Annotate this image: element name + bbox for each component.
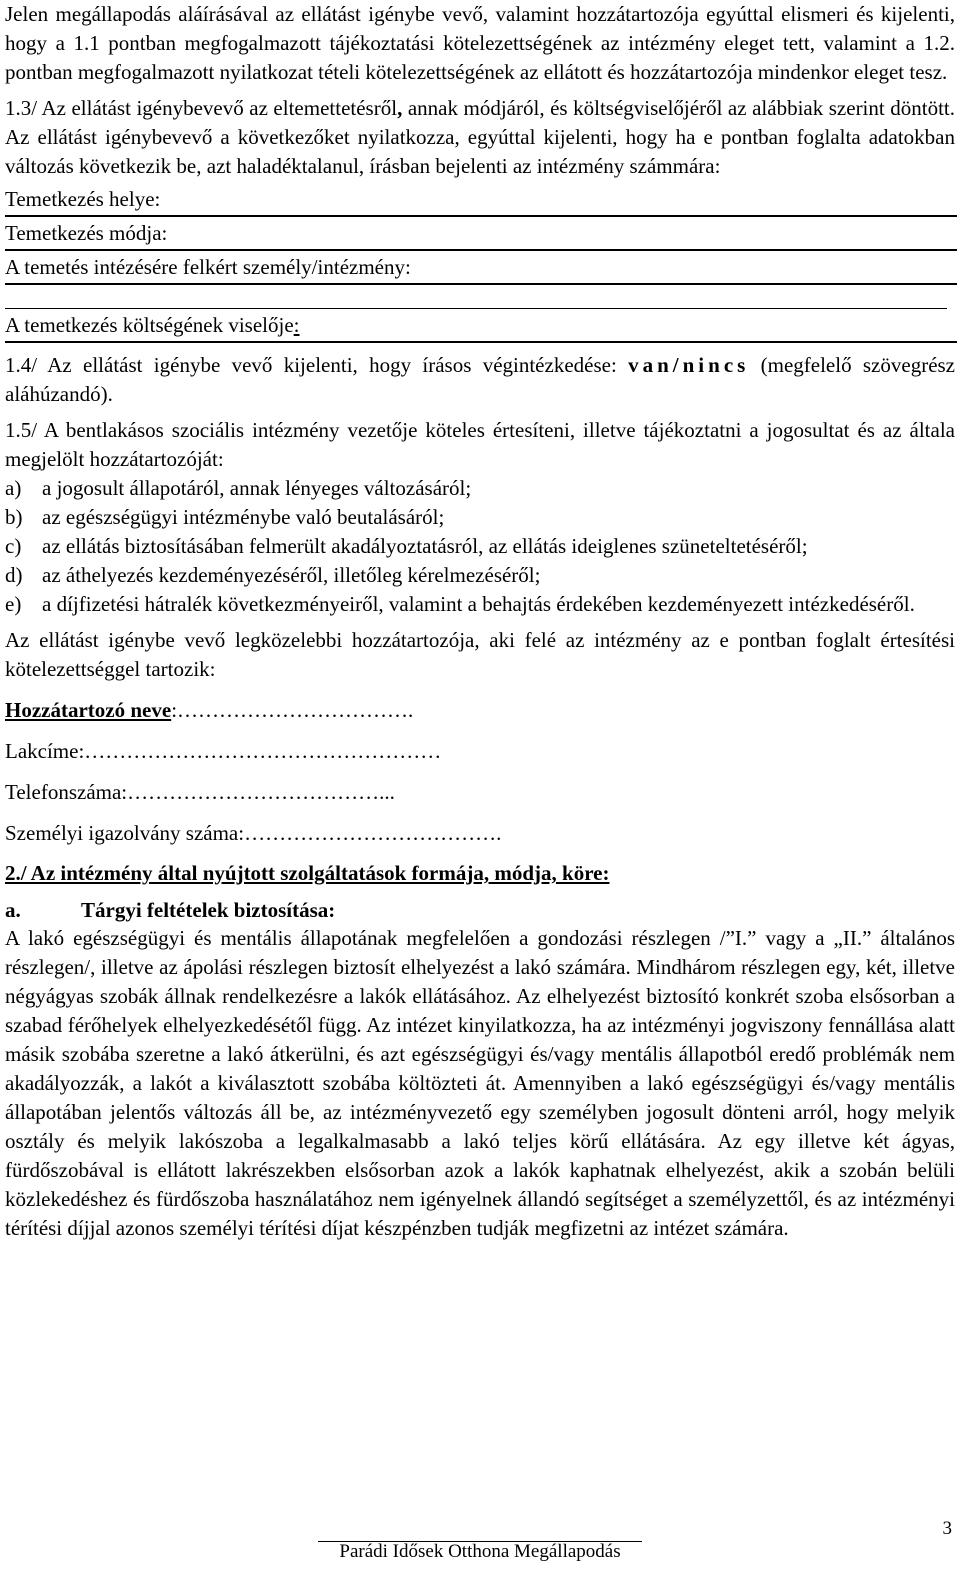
section-2-subheading [5,894,955,924]
section-2-heading: 2./ Az intézmény által nyújtott szolgáltatások formája, módja, köre: [5,861,610,885]
relative-id-dots: ………………………………. [244,821,502,845]
relative-phone-dots: ………………………………... [127,780,395,804]
relative-name-row [5,690,955,731]
footer-rule [318,1541,642,1542]
section-1-3-paragraph [5,94,955,181]
relative-name-label: Hozzátartozó neve [5,698,172,722]
cost-bearer-label: A temetkezés költségének viselője [5,313,294,337]
section-1-3-lead: 1.3/ Az ellátást igénybevevő az eltemettetésről [5,96,398,120]
cost-bearer-colon: : [293,313,300,337]
list-item [5,474,955,503]
list-item [5,503,955,532]
list-marker: c) [5,534,22,558]
list-item [5,561,955,590]
cost-bearer-line [5,341,957,343]
notification-list [5,474,955,619]
blank-line [5,308,947,309]
burial-method-field [5,218,955,252]
relative-id-row [5,813,955,854]
footer-title: Parádi Idősek Otthona Megállapodás [339,1541,621,1562]
relative-id-label: Személyi igazolvány száma: [5,821,245,845]
page-number: 3 [942,1518,952,1539]
funeral-arranger-field [5,252,955,286]
list-marker: a) [5,476,22,500]
list-text: az egészségügyi intézménybe való beutalásáról; [42,505,445,529]
section-1-5-paragraph: 1.5/ A bentlakásos szociális intézmény vezetője köteles értesíteni, illetve tájékoztatni a jogosultat és az általa megjelölt hozzátartozóját: [5,418,955,471]
list-text: az ellátás biztosításában felmerült akadályoztatásról, az ellátás ideiglenes szüneteltetéséről; [42,534,808,558]
burial-method-label: Temetkezés módja: [5,221,168,245]
list-item [5,532,955,561]
relative-intro-paragraph: Az ellátást igénybe vevő legközelebbi hozzátartozója, aki felé az intézmény az e pontban foglalt értesítési kötelezettséggel tartozik: [5,628,955,681]
burial-place-label: Temetkezés helye: [5,187,161,211]
list-item [5,590,955,619]
section-2-body: A lakó egészségügyi és mentális állapotának megfelelően a gondozási részlegen /”I.” vagy a „II.” általános részlegen/, illetve az ápolási részlegen biztosít elhelyezést a lakó számára. Mindhárom részlegen egy, két, illetve négyágyas szobák állnak rendelkezésre a lakók ellátásához. Az elhelyezést biztosító konkrét szoba elsősorban a szabad férőhelyek elhelyezkedésétől függ. Az intézet kinyilatkozza, ha az intézményi jogviszony fennállása alatt másik szobába szeretne a lakó átkerülni, és azt egészségügyi és/vagy mentális állapotból eredő problémák nem akadályozzák, a lakót a kiválasztott szobába költözteti át. Amennyiben a lakó egészségügyi és/vagy mentális állapotában jelentős változás áll be, az intézményvezető egy személyben jogosult dönteni arról, hogy melyik osztály és melyik lakószoba a legalkalmasabb a lakó teljes körű ellátására. Az egy illetve két ágyas, fürdőszobával is ellátott lakrészekben elsősorban azok a lakók kaphatnak elhelyezést, akik a szobán belüli közlekedéshez és fürdőszoba használatához nem igényelnek állandó segítséget a személyzettől, és az intézményi térítési díjjal azonos személyi térítési díjat készpénzben tudják megfizetni az intézet számára. [5,926,955,1240]
subheading-title: Tárgyi feltételek biztosítása: [81,898,336,922]
relative-phone-label: Telefonszáma: [5,780,128,804]
document-page [5,0,955,1243]
section-1-4-paragraph [5,351,955,409]
relative-address-row [5,731,955,772]
blank-line-field [5,286,955,310]
funeral-arranger-label: A temetés intézésére felkért személy/intézmény: [5,255,411,279]
will-option: van/nincs [628,353,750,377]
section-1-3-rest: annak módjáról, és költségviselőjéről az alábbiak szerint döntött. Az ellátást igénybevevő a következőket nyilatkozza, egyúttal kijelenti, hogy ha e pontban foglalta adatokban változás következik be, azt haladéktalanul, írásban bejelenti az intézmény számmára: [5,96,956,178]
burial-place-line [5,215,957,217]
funeral-arranger-line [5,283,957,285]
subheading-marker: a. [5,898,21,922]
relative-address-dots: …………………………………………… [84,739,442,763]
list-text: a díjfizetési hátralék következményeiről, valamint a behajtás érdekében kezdeményezett intézkedéséről. [42,592,915,616]
list-marker: d) [5,563,23,587]
relative-name-colon: : [171,698,178,722]
burial-place-field [5,184,955,218]
intro-paragraph: Jelen megállapodás aláírásával az ellátást igénybe vevő, valamint hozzátartozója egyúttal elismeri és kijelenti, hogy a 1.1 pontban megfogalmazott tájékoztatási kötelezettségének az intézmény eleget tett, valamint a 1.2. pontban megfogalmazott nyilatkozat tételi kötelezettségének az ellátott és hozzátartozója mindenkor eleget tesz. [5,2,955,84]
list-marker: e) [5,592,22,616]
list-text: a jogosult állapotáról, annak lényeges változásáról; [42,476,472,500]
list-marker: b) [5,505,23,529]
section-1-4-note: (megfelelő szövegrész aláhúzandó). [5,353,956,406]
list-text: az áthelyezés kezdeményezéséről, illetőleg kérelmezéséről; [42,563,541,587]
section-1-4-text: 1.4/ Az ellátást igénybe vevő kijelenti, hogy írásos végintézkedése: [5,353,629,377]
section-1-3-comma: , [397,96,403,120]
cost-bearer-field [5,310,955,344]
relative-address-label: Lakcíme: [5,739,85,763]
burial-method-line [5,249,957,251]
relative-name-dots: ……………………………. [177,698,414,722]
page-footer [0,1541,960,1563]
relative-phone-row [5,772,955,813]
